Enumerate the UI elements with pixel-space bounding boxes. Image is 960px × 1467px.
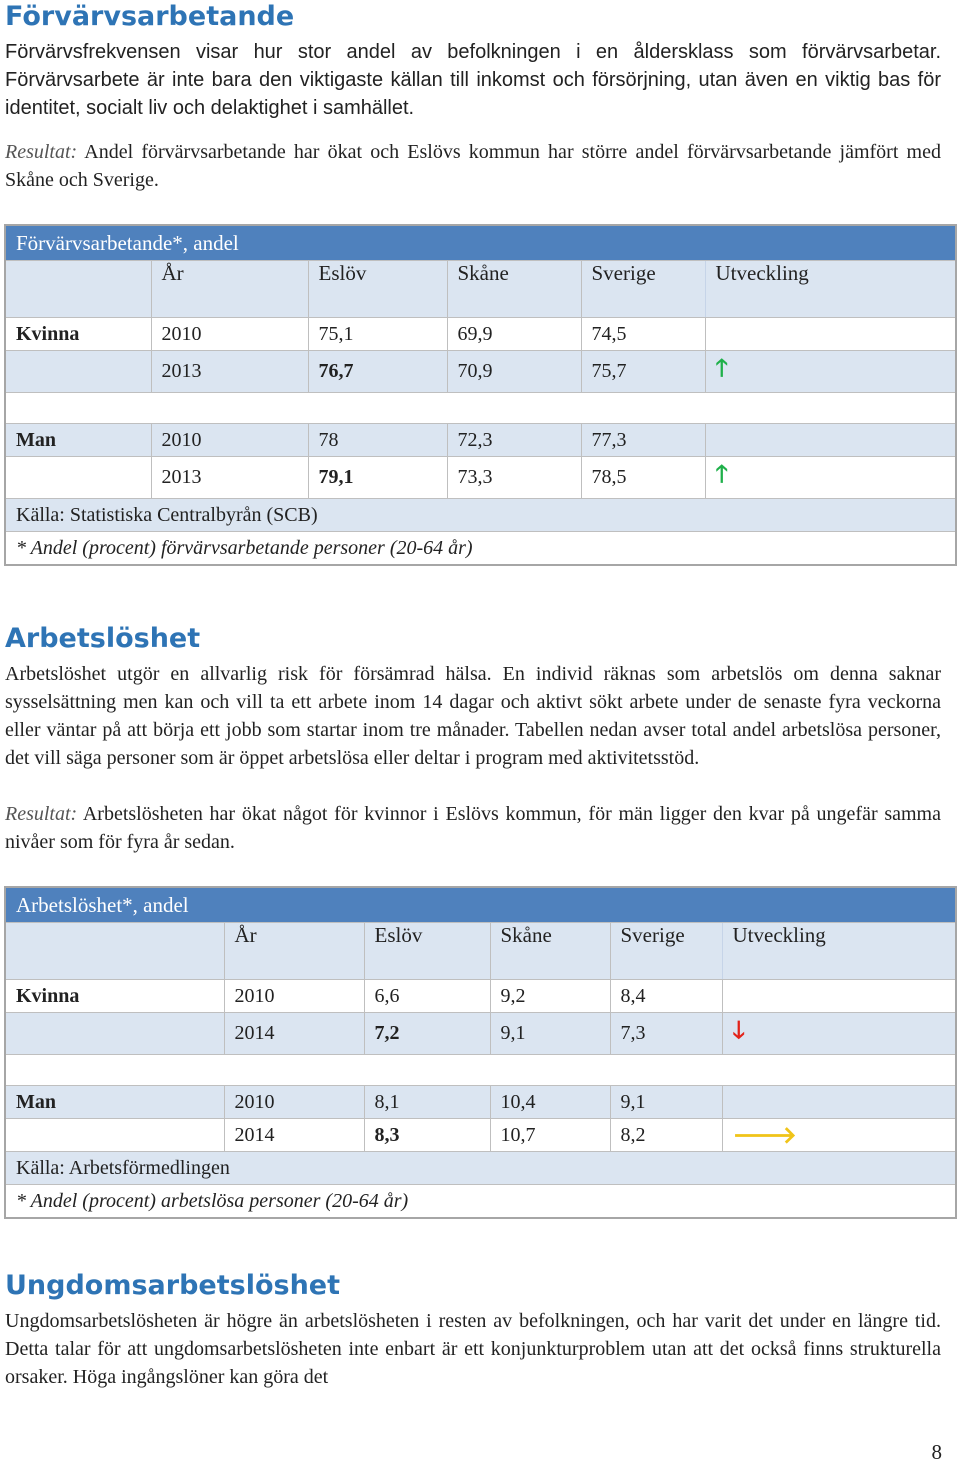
cell-trend [722, 1119, 956, 1152]
col-header-sverige: Sverige [610, 923, 722, 980]
cell-sverige: 9,1 [610, 1086, 722, 1119]
cell-eslov: 76,7 [308, 351, 447, 393]
cell-eslov: 7,2 [364, 1013, 490, 1055]
cell-year: 2013 [151, 351, 308, 393]
table-row [5, 318, 956, 351]
note-row [5, 1185, 956, 1219]
result-text: Andel förvärvsarbetande har ökat och Eslövs kommun har större andel förvärvsarbetande jämfört med Skåne och Sverige. [5, 141, 941, 191]
cell-trend [705, 351, 956, 393]
table-row [5, 1086, 956, 1119]
cell-eslov: 8,1 [364, 1086, 490, 1119]
table-arbetsloshet [4, 886, 957, 1219]
cell-eslov: 78 [308, 424, 447, 457]
cell-skane: 9,2 [490, 980, 610, 1013]
cell-year: 2014 [224, 1013, 364, 1055]
intro-text: Förvärvsfrekvensen visar hur stor andel av befolkningen i en åldersklass som förvärvsarbetar. Förvärvsarbete är inte bara den viktigaste källan till inkomst och försörjning, utan även en viktig bas för identitet, socialt liv och delaktighet i samhället. [5, 41, 941, 119]
cell-sverige: 7,3 [610, 1013, 722, 1055]
result-text: Arbetslösheten har ökat något för kvinnor i Eslövs kommun, för män ligger den kvar på ungefär samma nivåer som för fyra år sedan. [5, 803, 941, 853]
cell-eslov: 75,1 [308, 318, 447, 351]
table-row [5, 1119, 956, 1152]
result-label: Resultat: [5, 141, 78, 163]
table-source: Källa: Statistiska Centralbyrån (SCB) [5, 499, 956, 532]
table-row [5, 457, 956, 499]
table-header-row [5, 923, 956, 980]
cell-sverige: 78,5 [581, 457, 705, 499]
col-header-skane: Skåne [447, 261, 581, 318]
col-header-skane: Skåne [490, 923, 610, 980]
col-header-eslov: Eslöv [308, 261, 447, 318]
cell-trend [722, 1013, 956, 1055]
page-number: 8 [931, 1440, 942, 1464]
group-label-kvinna: Kvinna [5, 980, 224, 1013]
group-label-kvinna: Kvinna [5, 318, 151, 351]
table-note: * Andel (procent) arbetslösa personer (20-64 år) [5, 1185, 956, 1219]
intro-arbetsloshet: Arbetslöshet utgör en allvarlig risk för försämrad hälsa. En individ räknas som arbetslös om denna saknar sysselsättning men kan och vill ta ett arbete inom 14 dagar och aktivt sökt arbete under de senaste fyra veckorna eller väntar på att börja ett jobb som startar inom tre månader. Tabellen nedan avser total andel arbetslösa personer, det vill säga personer som är öppet arbetslösa eller deltar i program med aktivitetsstöd. [5, 663, 941, 769]
cell-skane: 10,4 [490, 1086, 610, 1119]
col-header-year: År [224, 923, 364, 980]
note-row [5, 532, 956, 566]
cell-trend [705, 457, 956, 499]
spacer-row [5, 1055, 956, 1086]
table-row [5, 1013, 956, 1055]
cell-skane: 73,3 [447, 457, 581, 499]
col-header-eslov: Eslöv [364, 923, 490, 980]
col-header-year: År [151, 261, 308, 318]
cell-sverige: 75,7 [581, 351, 705, 393]
col-header-utveckling: Utveckling [722, 923, 956, 980]
table-title: Förvärvsarbetande*, andel [5, 225, 956, 261]
cell-trend [722, 980, 956, 1013]
cell-eslov: 6,6 [364, 980, 490, 1013]
intro-ungdomsarbetsloshet: Ungdomsarbetslösheten är högre än arbetslösheten i resten av befolkningen, och har varit det under en längre tid. Detta talar för att ungdomsarbetslösheten inte enbart är ett konjunkturproblem utan att det också finns strukturella orsaker. Höga ingångslöner kan göra det [5, 1310, 941, 1388]
heading-arbetsloshet: Arbetslöshet [5, 623, 201, 654]
source-row [5, 499, 956, 532]
table-forvarvsarbetande [4, 224, 957, 566]
result-forvarvsarbetande [5, 138, 941, 194]
cell-year: 2010 [151, 424, 308, 457]
table-title-row [5, 887, 956, 923]
table-header-row [5, 261, 956, 318]
cell-year: 2010 [224, 1086, 364, 1119]
cell-skane: 10,7 [490, 1119, 610, 1152]
cell-sverige: 74,5 [581, 318, 705, 351]
cell-sverige: 8,4 [610, 980, 722, 1013]
table-title: Arbetslöshet*, andel [5, 887, 956, 923]
cell-trend [705, 424, 956, 457]
cell-sverige: 77,3 [581, 424, 705, 457]
table-source: Källa: Arbetsförmedlingen [5, 1152, 956, 1185]
right-arrow-icon: 🡒 [732, 1123, 797, 1149]
group-label-man: Man [5, 1086, 224, 1119]
col-header-utveckling: Utveckling [705, 261, 956, 318]
up-arrow-icon: 🡑 [715, 356, 728, 382]
cell-skane: 72,3 [447, 424, 581, 457]
heading-ungdomsarbetsloshet: Ungdomsarbetslöshet [5, 1270, 341, 1301]
intro-forvarvsarbetande [5, 38, 941, 122]
cell-sverige: 8,2 [610, 1119, 722, 1152]
down-arrow-icon: 🡓 [732, 1018, 745, 1044]
spacer-row [5, 393, 956, 424]
cell-trend [705, 318, 956, 351]
result-arbetsloshet [5, 800, 941, 856]
document-page [5, 0, 941, 1391]
cell-skane: 9,1 [490, 1013, 610, 1055]
result-label: Resultat: [5, 803, 78, 825]
cell-year: 2010 [151, 318, 308, 351]
table-row [5, 980, 956, 1013]
heading-forvarvsarbetande: Förvärvsarbetande [5, 1, 295, 32]
cell-eslov: 79,1 [308, 457, 447, 499]
cell-year: 2013 [151, 457, 308, 499]
table-note: * Andel (procent) förvärvsarbetande personer (20-64 år) [5, 532, 956, 566]
table-title-row [5, 225, 956, 261]
cell-skane: 70,9 [447, 351, 581, 393]
cell-eslov: 8,3 [364, 1119, 490, 1152]
table-row [5, 424, 956, 457]
group-label-man: Man [5, 424, 151, 457]
source-row [5, 1152, 956, 1185]
col-header-sverige: Sverige [581, 261, 705, 318]
cell-trend [722, 1086, 956, 1119]
table-row [5, 351, 956, 393]
up-arrow-icon: 🡑 [715, 462, 728, 488]
cell-year: 2014 [224, 1119, 364, 1152]
cell-year: 2010 [224, 980, 364, 1013]
cell-skane: 69,9 [447, 318, 581, 351]
